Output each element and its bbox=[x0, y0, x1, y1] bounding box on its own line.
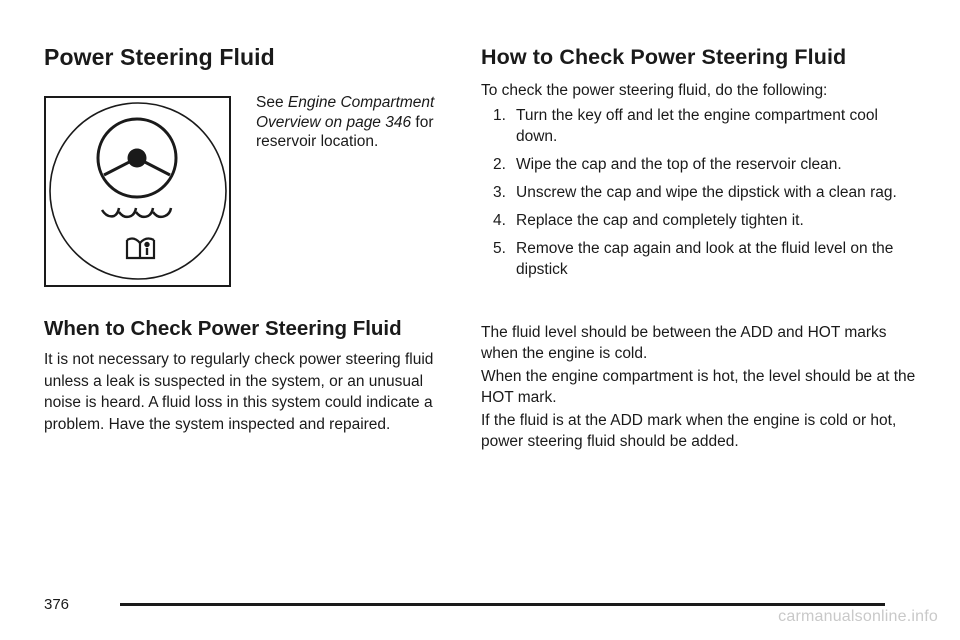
step-number: 2. bbox=[493, 156, 506, 173]
see-prefix: See bbox=[256, 94, 288, 111]
step-number: 3. bbox=[493, 184, 506, 201]
list-item bbox=[481, 238, 921, 280]
fluid-level-cold-paragraph: The fluid level should be between the ADD and HOT marks when the engine is cold. bbox=[481, 324, 887, 362]
step-number: 1. bbox=[493, 107, 506, 124]
step-number: 5. bbox=[493, 240, 506, 257]
when-to-check-heading: When to Check Power Steering Fluid bbox=[44, 317, 402, 340]
reservoir-reference bbox=[256, 93, 456, 152]
fluid-wave-icon bbox=[102, 208, 171, 217]
see-suffix: for reservoir location. bbox=[256, 113, 434, 150]
power-steering-fluid-symbol bbox=[44, 96, 231, 287]
fluid-level-hot-paragraph: When the engine compartment is hot, the level should be at the HOT mark. bbox=[481, 368, 916, 406]
list-item bbox=[481, 210, 921, 231]
step-text: Turn the key off and let the engine compartment cool down. bbox=[516, 107, 878, 145]
owner-manual-icon bbox=[127, 239, 154, 258]
list-item bbox=[481, 105, 921, 147]
step-text: Unscrew the cap and wipe the dipstick with a clean rag. bbox=[516, 184, 897, 201]
step-text: Remove the cap again and look at the fluid level on the dipstick bbox=[516, 240, 894, 278]
when-to-check-body: It is not necessary to regularly check power steering fluid unless a leak is suspected in the system, or an unusual noise is heard. A fluid loss in this system could indicate a problem. Have the system inspected and repaired. bbox=[44, 351, 434, 433]
list-item bbox=[481, 154, 921, 175]
page-number: 376 bbox=[44, 596, 70, 613]
cross-reference-link[interactable]: Engine Compartment Overview on page 346 bbox=[256, 94, 435, 131]
footer-rule bbox=[120, 603, 885, 606]
how-to-check-intro: To check the power steering fluid, do the following: bbox=[481, 82, 828, 99]
list-item bbox=[481, 182, 921, 203]
check-steps-list bbox=[481, 105, 921, 287]
step-text: Wipe the cap and the top of the reservoir clean. bbox=[516, 156, 842, 173]
step-number: 4. bbox=[493, 212, 506, 229]
steering-wheel-icon bbox=[98, 119, 176, 197]
symbol-graphic bbox=[46, 98, 229, 285]
step-text: Replace the cap and completely tighten it. bbox=[516, 212, 804, 229]
section-title: Power Steering Fluid bbox=[44, 44, 275, 70]
watermark: carmanualsonline.info bbox=[778, 608, 938, 625]
how-to-check-heading: How to Check Power Steering Fluid bbox=[481, 45, 847, 69]
add-fluid-paragraph: If the fluid is at the ADD mark when the engine is cold or hot, power steering fluid should be added. bbox=[481, 412, 897, 450]
